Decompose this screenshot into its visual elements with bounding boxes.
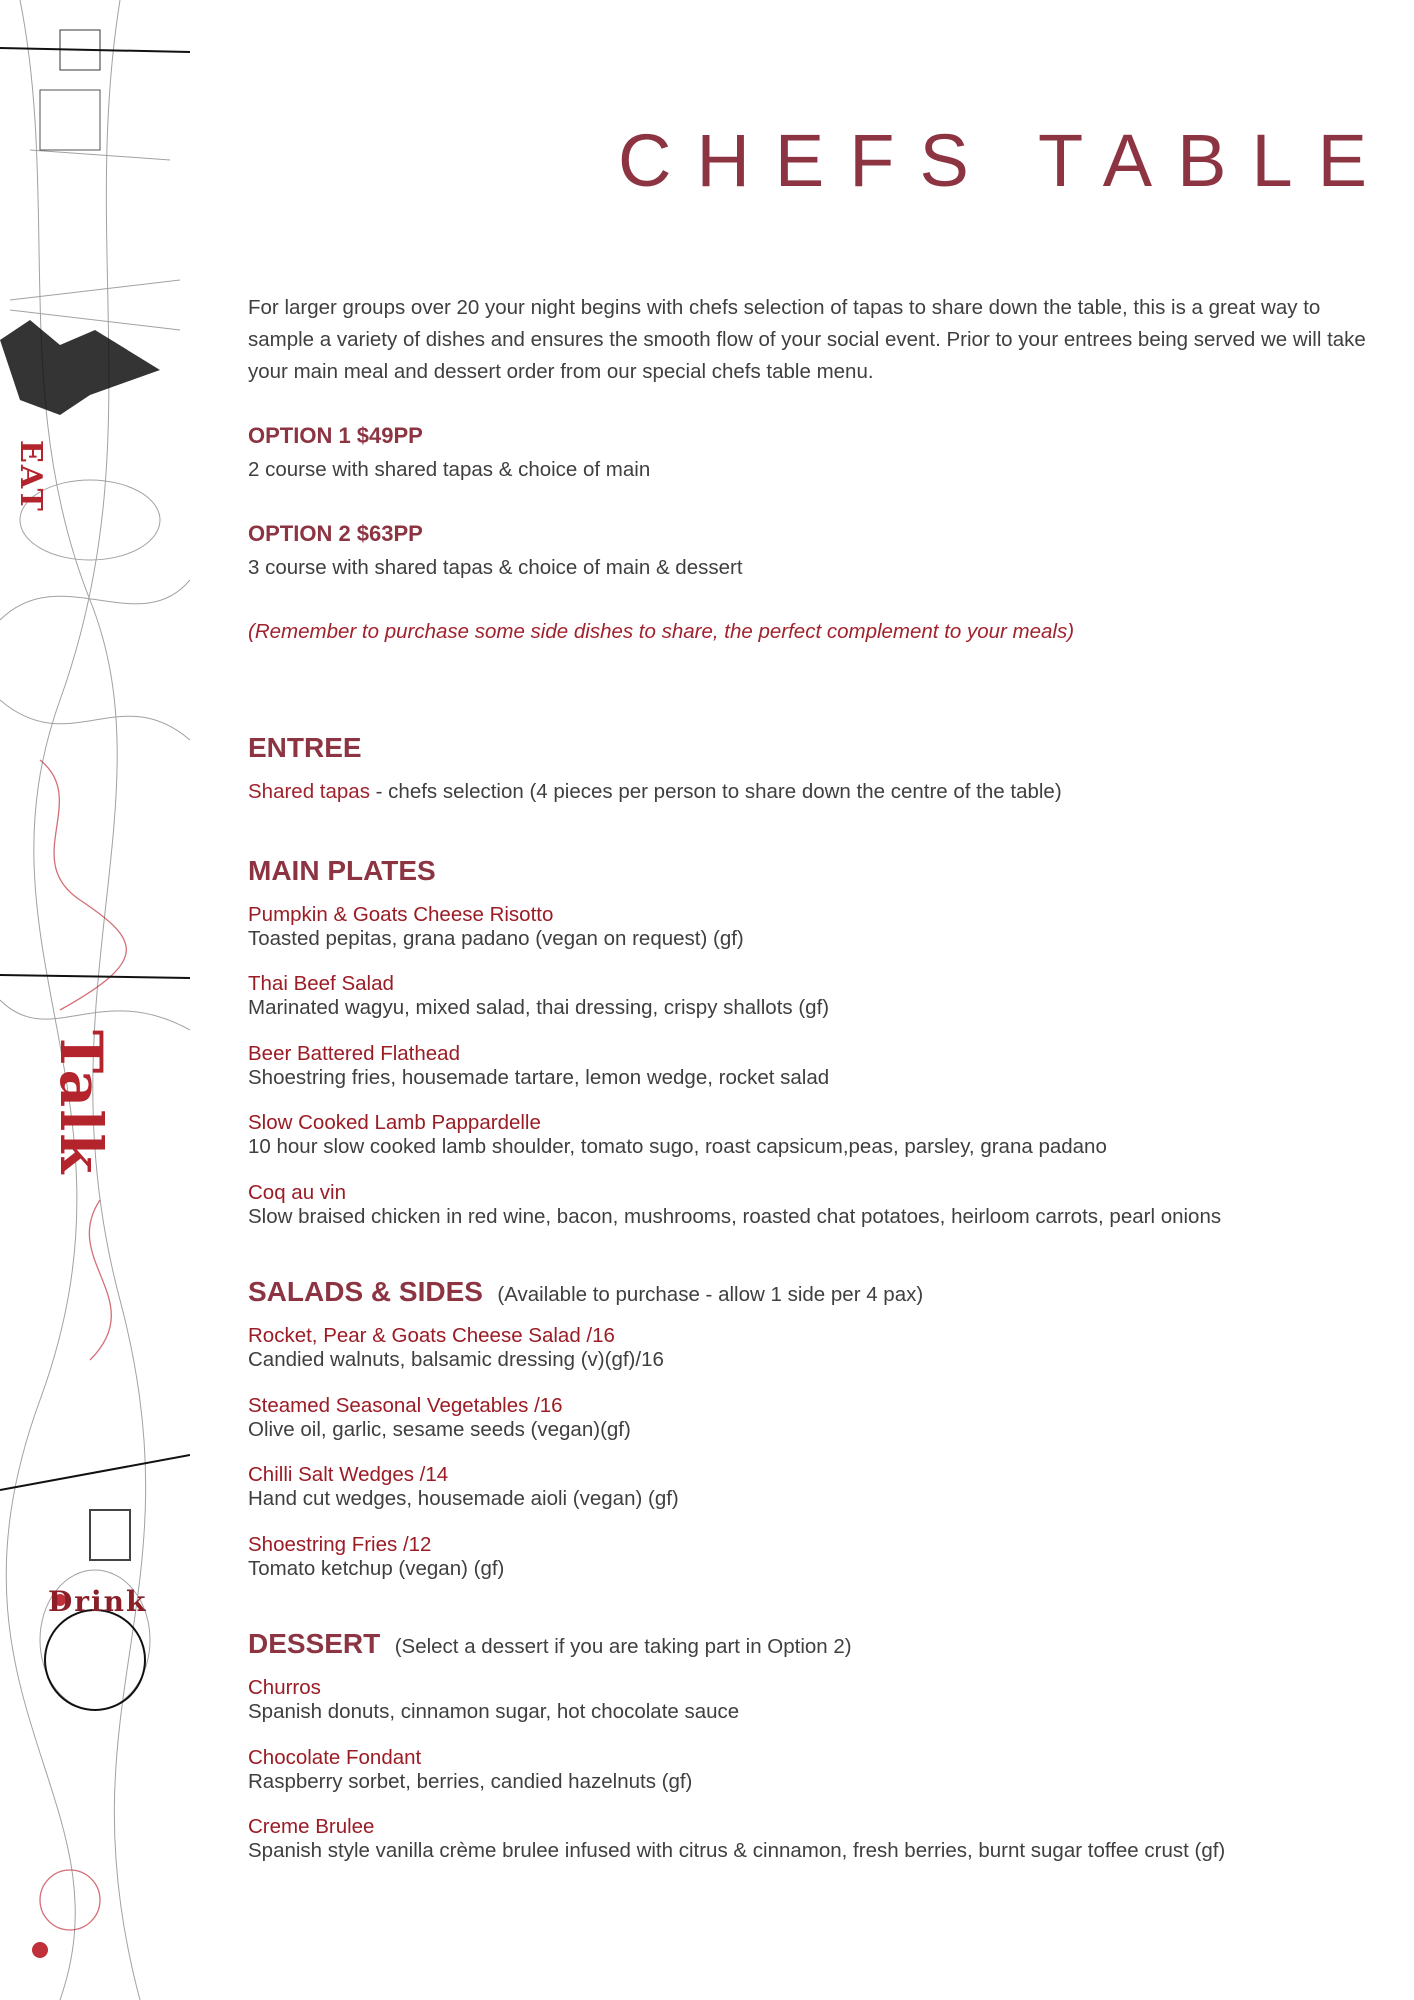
item-name: Rocket, Pear & Goats Cheese Salad /16 (248, 1324, 615, 1347)
item-name: Steamed Seasonal Vegetables /16 (248, 1394, 563, 1417)
item-name: Chilli Salt Wedges /14 (248, 1463, 449, 1486)
item-name: Chocolate Fondant (248, 1746, 422, 1769)
sides-title: SALADS & SIDES (248, 1276, 483, 1307)
list-item (248, 972, 1368, 1020)
list-item (248, 1324, 1368, 1372)
collage-illustration (0, 0, 190, 2000)
item-name: Pumpkin & Goats Cheese Risotto (248, 903, 554, 926)
mains-title: MAIN PLATES (248, 855, 436, 886)
entree-highlight: Shared tapas (248, 780, 370, 803)
item-desc: Spanish donuts, cinnamon sugar, hot chocolate sauce (248, 1700, 740, 1723)
entree-title: ENTREE (248, 732, 362, 763)
item-desc: Slow braised chicken in red wine, bacon, mushrooms, roasted chat potatoes, heirloom carrots, pearl onions (248, 1205, 1222, 1228)
option-1-desc: 2 course with shared tapas & choice of main (248, 458, 651, 481)
item-desc: Raspberry sorbet, berries, candied hazelnuts (gf) (248, 1770, 693, 1793)
item-name: Beer Battered Flathead (248, 1042, 460, 1065)
entree-text: - chefs selection (4 pieces per person to share down the centre of the table) (369, 780, 1062, 803)
item-desc: Tomato ketchup (vegan) (gf) (248, 1557, 505, 1580)
item-desc: Toasted pepitas, grana padano (vegan on request) (gf) (248, 927, 744, 950)
sides-note: (Available to purchase - allow 1 side per 4 pax) (497, 1283, 924, 1306)
decor-word-drink: Drink (48, 1585, 148, 1618)
decor-word-eat: EAT (13, 440, 48, 513)
item-desc: Olive oil, garlic, sesame seeds (vegan)(gf) (248, 1418, 631, 1441)
item-desc: Marinated wagyu, mixed salad, thai dressing, crispy shallots (gf) (248, 996, 830, 1019)
item-name: Creme Brulee (248, 1815, 375, 1838)
list-item (248, 1533, 1368, 1581)
option-2-desc: 3 course with shared tapas & choice of main & dessert (248, 556, 743, 579)
dessert-heading (248, 1628, 852, 1660)
item-name: Churros (248, 1676, 321, 1699)
item-desc: Hand cut wedges, housemade aioli (vegan) (gf) (248, 1487, 679, 1510)
dessert-note: (Select a dessert if you are taking part in Option 2) (394, 1635, 852, 1658)
item-name: Shoestring Fries /12 (248, 1533, 432, 1556)
item-desc: 10 hour slow cooked lamb shoulder, tomato sugo, roast capsicum,peas, parsley, grana padano (248, 1135, 1107, 1158)
dessert-title: DESSERT (248, 1628, 381, 1659)
decorative-collage-strip (0, 0, 190, 2000)
item-desc: Candied walnuts, balsamic dressing (v)(gf)/16 (248, 1348, 664, 1371)
page-title: CHEFS TABLE (618, 119, 1392, 202)
list-item (248, 1394, 1368, 1442)
sides-heading (248, 1276, 923, 1308)
option-1-title: OPTION 1 $49PP (248, 423, 423, 448)
item-name: Thai Beef Salad (248, 972, 394, 995)
option-2-title: OPTION 2 $63PP (248, 521, 423, 546)
list-item (248, 1676, 1368, 1724)
item-name: Coq au vin (248, 1181, 347, 1204)
list-item (248, 1111, 1368, 1159)
item-name: Slow Cooked Lamb Pappardelle (248, 1111, 541, 1134)
intro-paragraph: For larger groups over 20 your night begins with chefs selection of tapas to share down the table, this is a great way to sample a variety of dishes and ensures the smooth flow of your social event. Prior to your entrees being served we will take your main meal and dessert order from our special chefs table menu. (248, 296, 1366, 383)
list-item (248, 1181, 1368, 1229)
list-item (248, 1042, 1368, 1090)
decor-word-talk: Talk (47, 1030, 115, 1176)
list-item (248, 1463, 1368, 1511)
mains-heading (248, 855, 436, 887)
list-item (248, 903, 1368, 951)
entree-heading (248, 732, 362, 764)
list-item (248, 1746, 1368, 1794)
item-desc: Spanish style vanilla crème brulee infused with citrus & cinnamon, fresh berries, burnt sugar toffee crust (gf) (248, 1839, 1226, 1862)
item-desc: Shoestring fries, housemade tartare, lemon wedge, rocket salad (248, 1066, 830, 1089)
list-item (248, 1815, 1368, 1863)
entree-line (248, 780, 1062, 804)
side-dishes-note: (Remember to purchase some side dishes to share, the perfect complement to your meals) (248, 620, 1075, 643)
